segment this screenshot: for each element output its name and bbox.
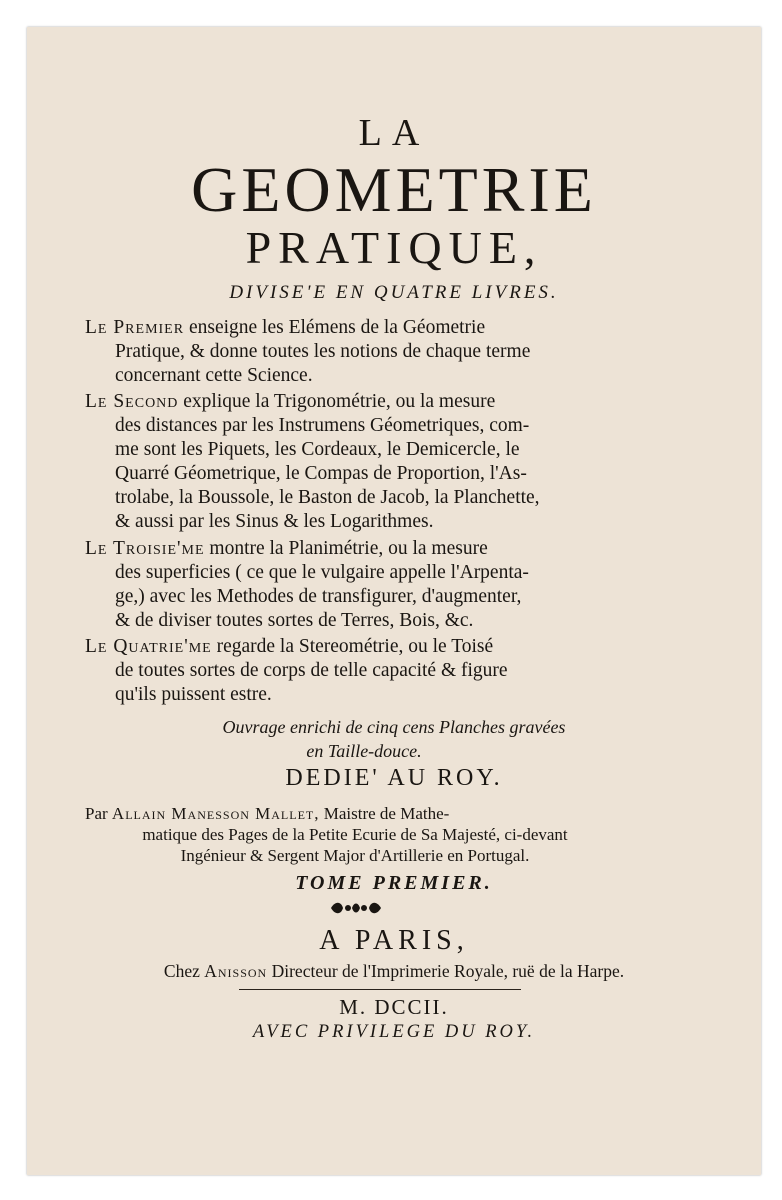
imprint-city: A PARIS, [319,925,469,956]
ouvrage-line-1: Ouvrage enrichi de cinq cens Planches gravées [222,717,566,737]
author-block: Par Allain Manesson Mallet, Maistre de Mathe- matique des Pages de la Petite Ecurie de Sa Majesté, ci-devant Ingénieur & Sergent Major d'Artillerie en Portugal. [85,804,568,865]
book-4-description: Le Quatrie'me regarde la Stereométrie, ou le Toisé de toutes sortes de corps de telle capacité & figure qu'ils puissent estre. [85,636,508,705]
book-3-lead: Le Troisie'me [85,538,205,559]
book-3-description: Le Troisie'me montre la Planimétrie, ou la mesure des superficies ( ce que le vulgaire appelle l'Arpenta- ge,) avec les Methodes de transfigurer, d'augmenter, & de diviser toutes sortes de Terres, Bois, &c. [85,538,529,631]
printer-name: Anisson [204,961,268,981]
ornament-icon [329,899,383,917]
title-page [27,27,761,1175]
title-line-1: LA [358,112,430,154]
ouvrage-line-2: en Taille-douce. [306,741,422,761]
dedication: DEDIE' AU ROY. [285,765,503,791]
subtitle: DIVISE'E EN QUATRE LIVRES. [229,282,559,303]
book-2-description: Le Second explique la Trigonométrie, ou la mesure des distances par les Instrumens Géometriques, com- me sont les Piquets, les Cordeaux, le Demicercle, le Quarré Géometrique, le Compas de Proportion, l'As- trolabe, la Boussole, le Baston de Jacob, la Planchette, & aussi par les Sinus & les Logarithmes. [85,391,540,532]
book-1-description: Le Premier enseigne les Elémens de la Géometrie Pratique, & donne toutes les notions de chaque terme concernant cette Science. [85,317,531,386]
title-line-3: PRATIQUE, [245,222,543,273]
imprint-printer: Chez Anisson Directeur de l'Imprimerie Royale, ruë de la Harpe. [163,961,625,981]
title-line-2: GEOMETRIE [191,154,597,225]
book-4-lead: Le Quatrie'me [85,636,212,657]
volume-label: TOME PREMIER. [295,872,493,894]
author-name: Allain Manesson Mallet, [111,804,320,823]
privilege-line: AVEC PRIVILEGE DU ROY. [252,1022,536,1042]
book-2-lead: Le Second [85,391,179,412]
book-1-lead: Le Premier [85,317,185,338]
divider [239,989,521,990]
imprint-year: M. DCCII. [339,995,449,1019]
